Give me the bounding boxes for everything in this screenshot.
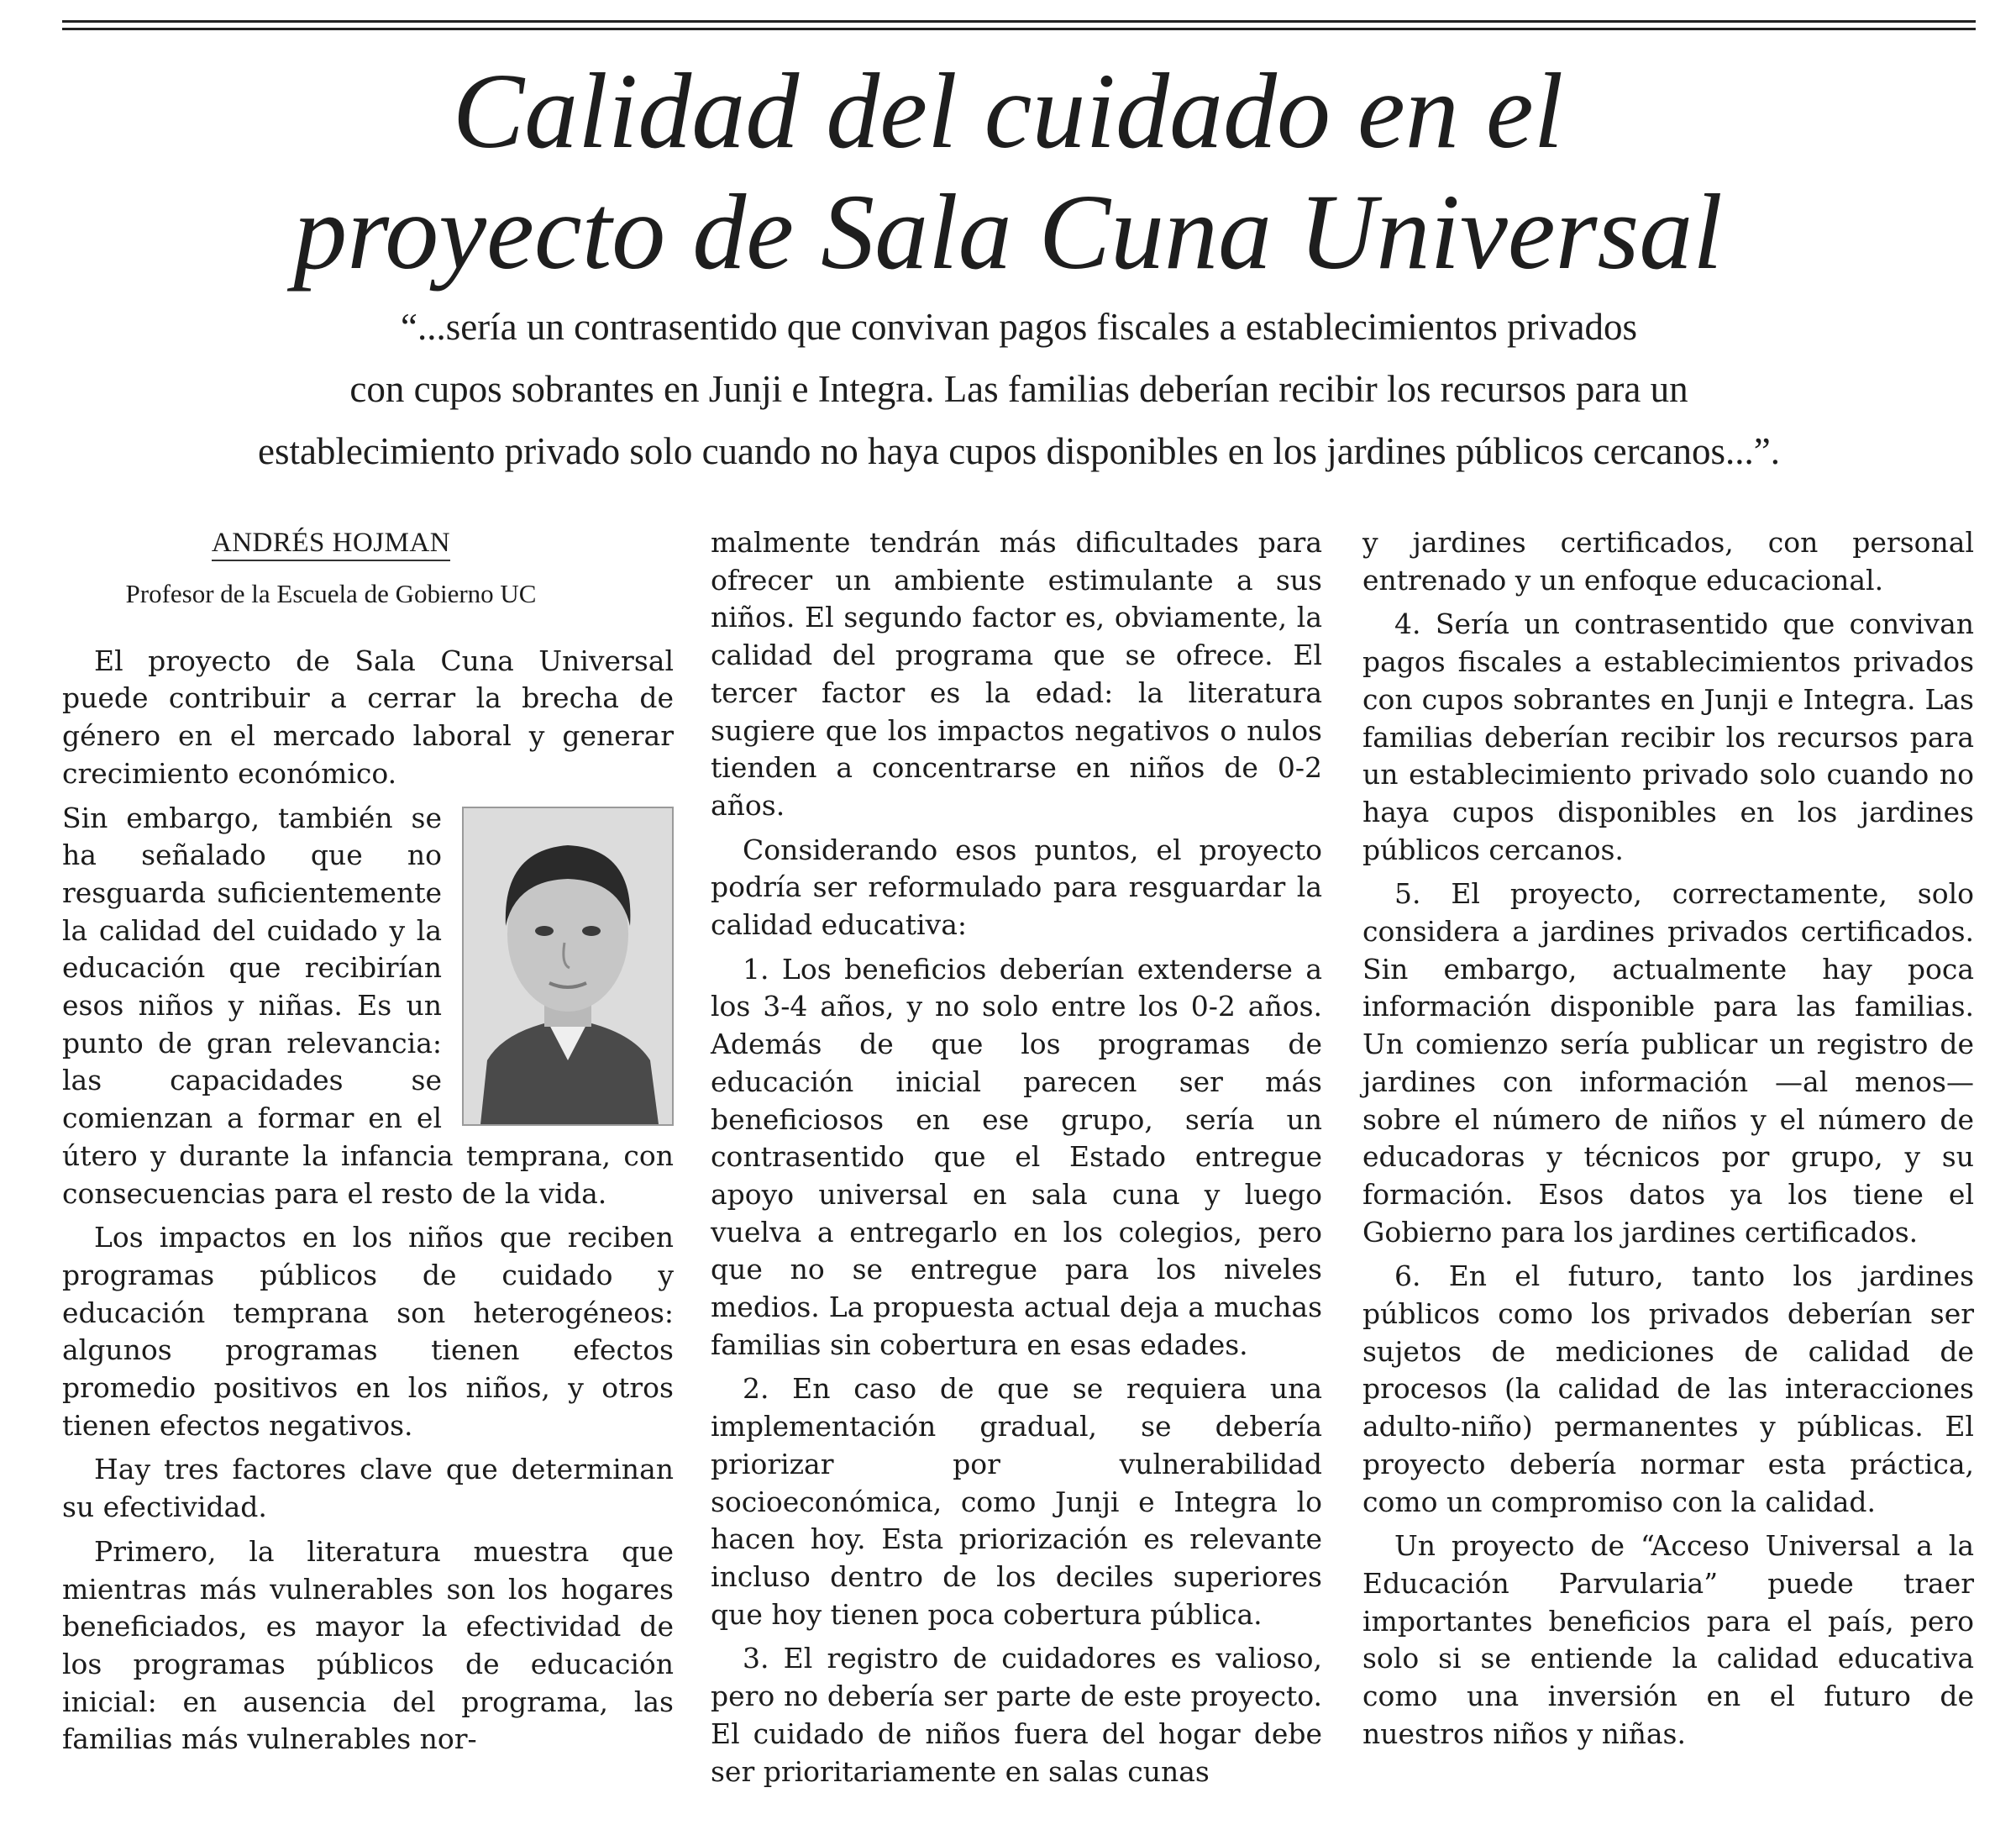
author-role: Profesor de la Escuela de Gobierno UC bbox=[125, 578, 537, 608]
pull-quote bbox=[62, 296, 1976, 482]
column-1 bbox=[62, 524, 674, 1765]
author-photo bbox=[462, 807, 674, 1126]
body-paragraph: 4. Sería un contrasentido que convivan pagos fiscales a establecimientos privados con cupos sobrantes en Junji e Integra. Las familias deberían recibir los recursos para un establecimiento privado solo cuando no haya cupos disponibles en los jardines públicos cercanos. bbox=[1362, 607, 1974, 866]
body-paragraph: 5. El proyecto, correctamente, solo considera a jardines privados certificados. Sin embargo, actualmente hay poca información disponible para las familias. Un comienzo sería publicar un registro de jardines con información —al menos— sobre el número de niños y el número de educadoras y técnicos por grupo, y su formación. Esos datos ya los tiene el Gobierno para los jardines certificados. bbox=[1362, 877, 1974, 1249]
pull-quote-line-1: “...sería un contrasentido que convivan pagos fiscales a establecimientos privados bbox=[400, 306, 1638, 348]
body-paragraph: Primero, la literatura muestra que mientras más vulnerables son los hogares beneficiados, es mayor la efectividad de los programas públicos de educación inicial: en ausencia del programa, las familias más vulnerables nor- bbox=[62, 1534, 674, 1756]
top-rule bbox=[62, 20, 1976, 23]
top-rule-2 bbox=[62, 28, 1976, 30]
body-paragraph: 2. En caso de que se requiera una implementación gradual, se debería priorizar por vulnerabilidad socioeconómica, como Junji e Integra lo hacen hoy. Esta priorización es relevante incluso dentro de los deciles superiores que hoy tienen poca cobertura pública. bbox=[711, 1372, 1322, 1631]
headline-line-1: Calidad del cuidado en el bbox=[452, 51, 1564, 171]
pull-quote-line-3: establecimiento privado solo cuando no haya cupos disponibles en los jardines públicos cercanos...”. bbox=[257, 430, 1781, 472]
body-paragraph: Un proyecto de “Acceso Universal a la Educación Parvularia” puede traer importantes beneficios para el país, pero solo si se entiende la calidad educativa como una inversión en el futuro de nuestros niños y niñas. bbox=[1362, 1529, 1974, 1750]
body-paragraph: Hay tres factores clave que determinan su efectividad. bbox=[62, 1453, 674, 1524]
body-paragraph: Considerando esos puntos, el proyecto podría ser reformulado para resguardar la calidad educativa: bbox=[711, 833, 1322, 942]
body-paragraph: Sin embargo, también se ha señalado que no resguarda suficientemente la calidad del cuidado y la educación que recibirían esos niños y niñas. Es un punto de gran relevancia: las capacidades se comienzan a formar en el útero y durante la infancia temprana, con consecuencias para el resto de la vida. bbox=[62, 801, 674, 1210]
body-paragraph: malmente tendrán más dificultades para ofrecer un ambiente estimulante a sus niños. El segundo factor es, obviamente, la calidad del programa que se ofrece. El tercer factor es la edad: la literatura sugiere que los impactos negativos o nulos tienden a concentrarse en niños de 0-2 años. bbox=[711, 526, 1322, 822]
body-paragraph: 6. En el futuro, tanto los jardines públicos como los privados deberían ser sujetos de mediciones de calidad de procesos (la calidad de las interacciones adulto-niño) permanentes y públicas. El proyecto debería normar esta práctica, como un compromiso con la calidad. bbox=[1362, 1259, 1974, 1518]
headline bbox=[0, 50, 2016, 292]
column-3 bbox=[1362, 524, 1974, 1760]
body-paragraph: y jardines certificados, con personal entrenado y un enfoque educacional. bbox=[1362, 526, 1974, 597]
byline bbox=[62, 524, 600, 611]
body-paragraph: 1. Los beneficios deberían extenderse a los 3-4 años, y no solo entre los 0-2 años. Además de que los programas de educación inicial parecen ser más beneficiosos en ese grupo, sería un contrasentido que el Estado entregue apoyo universal en sala cuna y luego vuelva a entregarlo en los colegios, pero que no se entregue para los niveles medios. La propuesta actual deja a muchas familias sin cobertura en esas edades. bbox=[711, 952, 1322, 1361]
body-paragraph: El proyecto de Sala Cuna Universal puede contribuir a cerrar la brecha de género en el mercado laboral y generar crecimiento económico. bbox=[62, 644, 674, 790]
headline-line-2: proyecto de Sala Cuna Universal bbox=[293, 172, 1723, 292]
column-2 bbox=[711, 524, 1322, 1797]
pull-quote-line-2: con cupos sobrantes en Junji e Integra. Las familias deberían recibir los recursos para un bbox=[349, 368, 1688, 410]
body-paragraph: 3. El registro de cuidadores es valioso, pero no debería ser parte de este proyecto. El cuidado de niños fuera del hogar debe ser prioritariamente en salas cunas bbox=[711, 1642, 1322, 1788]
body-paragraph: Los impactos en los niños que reciben programas públicos de cuidado y educación temprana son heterogéneos: algunos programas tienen efectos promedio positivos en los niños, y otros tienen efectos negativos. bbox=[62, 1221, 674, 1442]
author-name: ANDRÉS HOJMAN bbox=[212, 526, 450, 561]
